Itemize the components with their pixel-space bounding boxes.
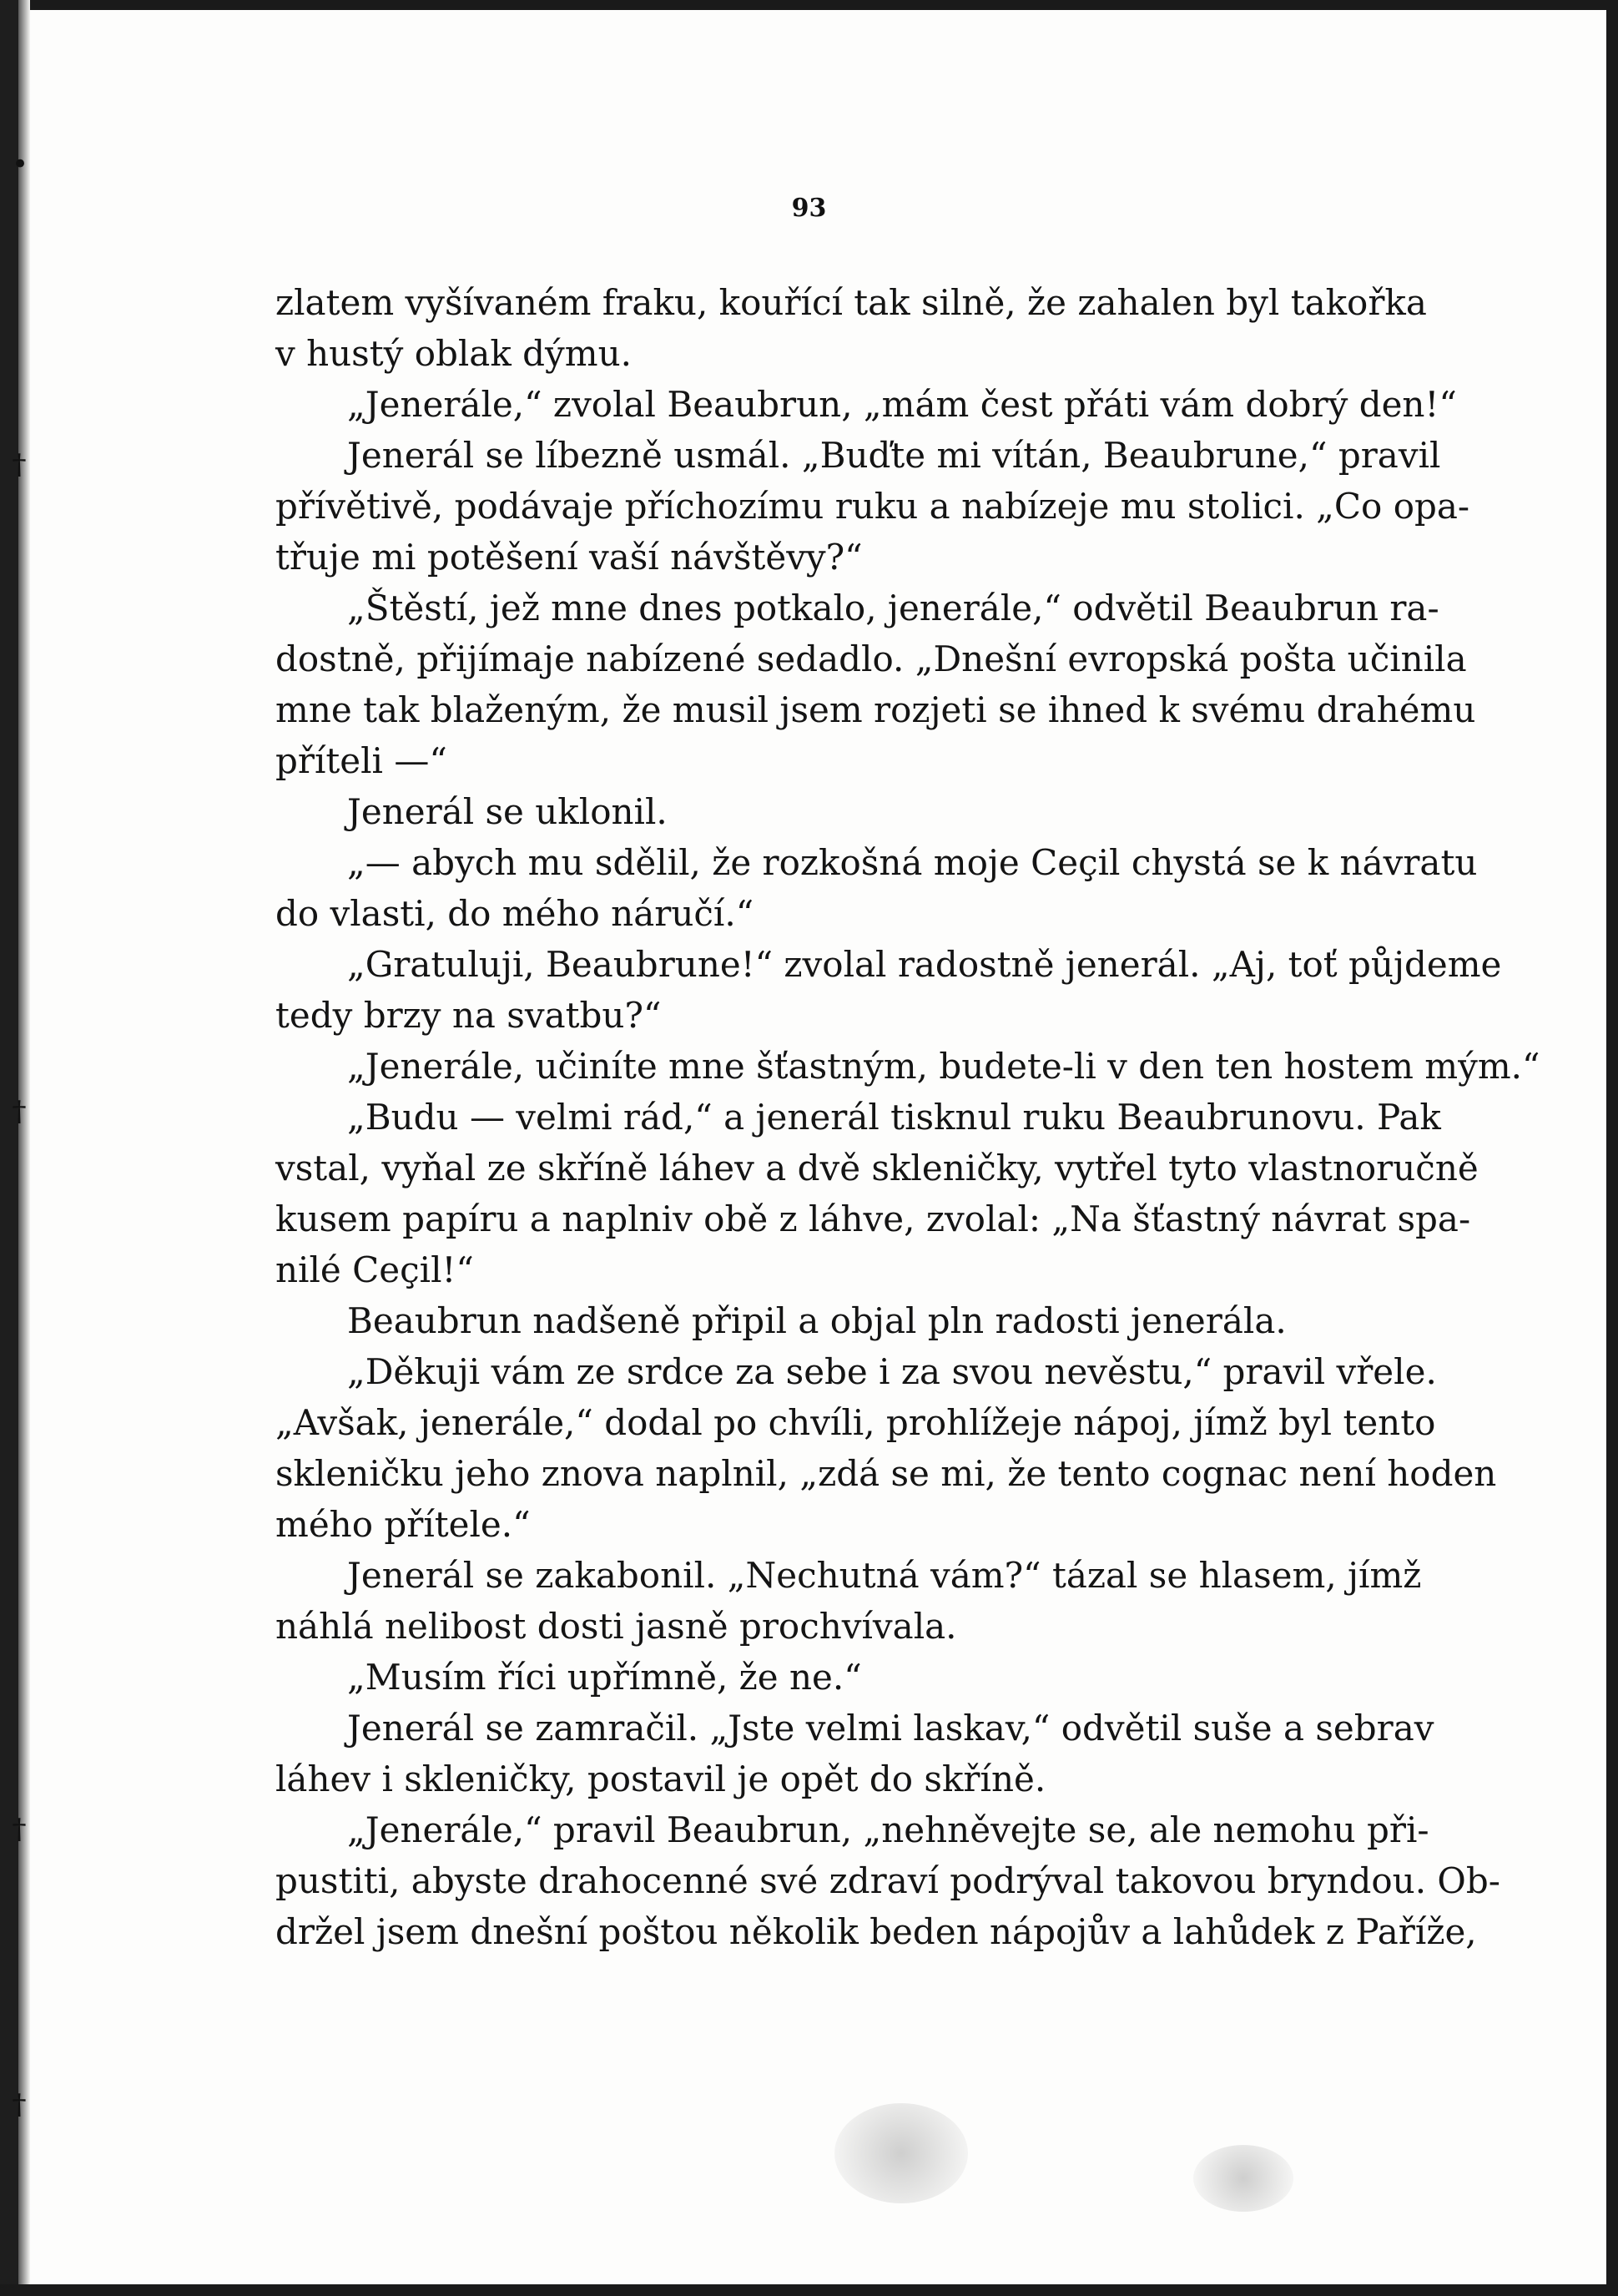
scan-smudge bbox=[834, 2103, 968, 2203]
text-line: náhlá nelibost dosti jasně prochvívala. bbox=[275, 1606, 957, 1647]
binding-mark-icon: • bbox=[12, 148, 29, 181]
text-line: Jenerál se uklonil. bbox=[347, 791, 668, 832]
paragraph bbox=[275, 939, 1502, 1041]
text-line: „Musím říci upřímně, že ne.“ bbox=[347, 1657, 862, 1698]
paragraph bbox=[275, 1041, 1540, 1092]
text-line: v hustý oblak dýmu. bbox=[275, 333, 632, 374]
text-line: mne tak blaženým, že musil jsem rozjeti se ihned k svému drahému bbox=[275, 689, 1476, 730]
text-line: dostně, přijímaje nabízené sedadlo. „Dnešní evropská pošta učinila bbox=[275, 638, 1467, 679]
paragraph bbox=[275, 379, 1457, 430]
text-line: tedy brzy na svatbu?“ bbox=[275, 995, 662, 1036]
text-line: pustiti, abyste drahocenné své zdraví podrýval takovou bryndou. Ob- bbox=[275, 1860, 1500, 1901]
text-line: Beaubrun nadšeně připil a objal pln radosti jenerála. bbox=[347, 1300, 1287, 1341]
text-line: Jenerál se líbezně usmál. „Buďte mi vítán, Beaubrune,“ pravil bbox=[347, 435, 1441, 476]
text-line: „— abych mu sdělil, že rozkošná moje Ceçil chystá se k návratu bbox=[347, 842, 1478, 883]
text-line: kusem papíru a naplniv obě z láhve, zvolal: „Na šťastný návrat spa- bbox=[275, 1198, 1471, 1239]
paragraph bbox=[275, 1550, 1422, 1652]
text-line: „Jenerále,“ zvolal Beaubrun, „mám čest přáti vám dobrý den!“ bbox=[347, 384, 1457, 425]
paragraph bbox=[275, 1092, 1479, 1295]
scan-gutter-shadow bbox=[18, 0, 30, 2296]
text-line: Jenerál se zakabonil. „Nechutná vám?“ tázal se hlasem, jímž bbox=[347, 1555, 1422, 1596]
paragraph bbox=[275, 1295, 1384, 1346]
paragraph bbox=[275, 277, 1427, 379]
text-line: „Děkuji vám ze srdce za sebe i za svou nevěstu,“ pravil vřele. bbox=[347, 1351, 1437, 1392]
paragraph bbox=[275, 1652, 1384, 1703]
paragraph bbox=[275, 430, 1470, 583]
text-line: „Gratuluji, Beaubrune!“ zvolal radostně jenerál. „Aj, toť půjdeme bbox=[347, 944, 1502, 985]
paragraph bbox=[275, 1703, 1434, 1804]
text-line: třuje mi potěšení vaší návštěvy?“ bbox=[275, 537, 863, 578]
body-text bbox=[275, 277, 1540, 1957]
text-line: Jenerál se zamračil. „Jste velmi laskav,“ odvětil suše a sebrav bbox=[347, 1708, 1434, 1748]
scan-border-top bbox=[0, 0, 1618, 10]
paragraph bbox=[275, 786, 1384, 837]
paragraph bbox=[275, 583, 1476, 786]
text-line: „Jenerále,“ pravil Beaubrun, „nehněvejte se, ale nemohu při- bbox=[347, 1809, 1429, 1850]
text-line: skleničku jeho znova naplnil, „zdá se mi, že tento cognac není hoden bbox=[275, 1453, 1497, 1494]
scan-smudge bbox=[1193, 2145, 1293, 2212]
text-line: „Jenerále, učiníte mne šťastným, budete-li v den ten hostem mým.“ bbox=[347, 1046, 1540, 1087]
scan-border-left bbox=[0, 0, 18, 2296]
paragraph bbox=[275, 1804, 1500, 1957]
text-line: držel jsem dnešní poštou několik beden nápojův a lahůdek z Paříže, bbox=[275, 1911, 1477, 1952]
text-line: „Budu — velmi rád,“ a jenerál tisknul ruku Beaubrunovu. Pak bbox=[347, 1097, 1441, 1138]
binding-mark-icon: † bbox=[12, 2088, 27, 2122]
binding-mark-icon: † bbox=[12, 1813, 27, 1846]
paragraph bbox=[275, 1346, 1497, 1550]
text-line: zlatem vyšívaném fraku, kouřící tak silně, že zahalen byl takořka bbox=[275, 282, 1427, 323]
text-line: příteli —“ bbox=[275, 740, 447, 781]
text-line: přívětivě, podávaje příchozímu ruku a nabízeje mu stolici. „Co opa- bbox=[275, 486, 1470, 527]
text-line: mého přítele.“ bbox=[275, 1504, 531, 1545]
page-number: 93 bbox=[791, 194, 827, 223]
text-line: nilé Ceçil!“ bbox=[275, 1249, 474, 1290]
text-line: „Štěstí, jež mne dnes potkalo, jenerále,“ odvětil Beaubrun ra- bbox=[347, 588, 1439, 628]
scan-border-right bbox=[1606, 0, 1618, 2296]
binding-mark-icon: † bbox=[12, 1095, 27, 1128]
text-line: láhev i skleničky, postavil je opět do skříně. bbox=[275, 1759, 1046, 1799]
text-line: „Avšak, jenerále,“ dodal po chvíli, prohlížeje nápoj, jímž byl tento bbox=[275, 1402, 1436, 1443]
binding-mark-icon: † bbox=[12, 448, 27, 482]
scan-border-bottom bbox=[0, 2284, 1618, 2296]
paragraph bbox=[275, 837, 1478, 939]
text-line: vstal, vyňal ze skříně láhev a dvě skleničky, vytřel tyto vlastnoručně bbox=[275, 1148, 1479, 1188]
text-line: do vlasti, do mého náručí.“ bbox=[275, 893, 754, 934]
